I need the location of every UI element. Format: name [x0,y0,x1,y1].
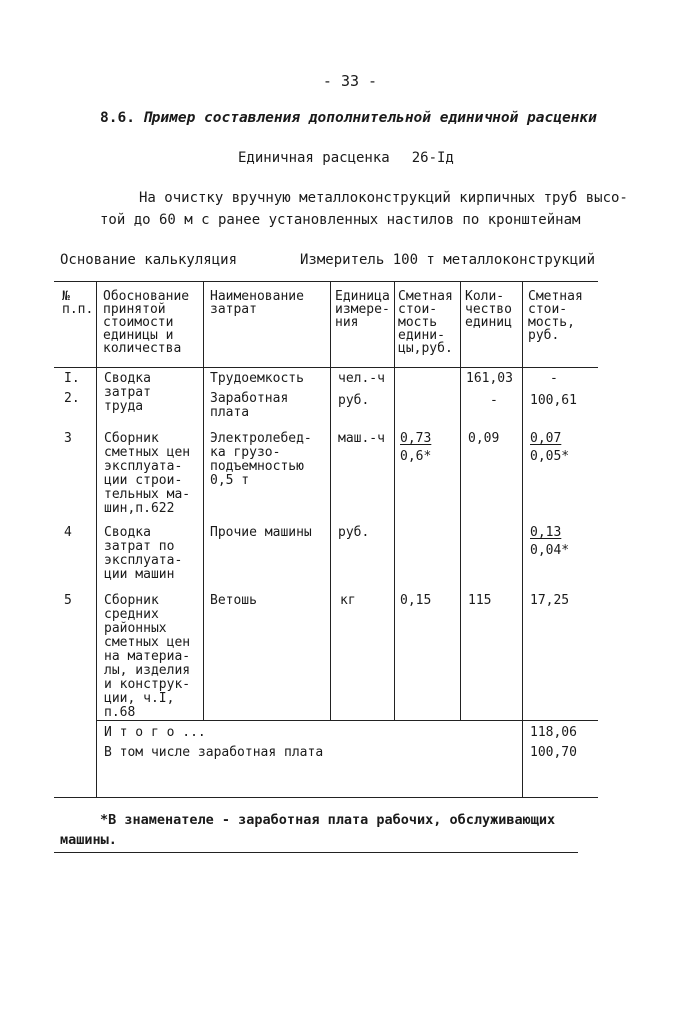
row-4-cost-numerator: 0,13 [530,525,562,540]
row-3-basis: Сборник сметных цен эксплуата- ции строи- тельных ма- шин,п.622 [104,431,191,516]
row-4-cost-denominator: 0,04* [530,543,570,558]
total-value: 118,06 [530,725,577,740]
header-price: Сметная стои- мость едини- цы,руб. [398,289,453,356]
row-1-basis: Сводка затрат труда [104,371,151,414]
row-1-name: Трудоемкость [210,371,304,386]
row-3-price-numerator: 0,73 [400,431,432,446]
row-4-basis: Сводка затрат по эксплуата- ции машин [104,525,183,582]
row-5-unit: кг [340,593,356,608]
rate-code: 26-Iд [411,150,454,166]
wage-total-label: В том числе заработная плата [104,745,324,760]
row-3-price-fraction [400,430,431,466]
row-2-qty: - [490,393,498,408]
col-divider-2 [203,281,204,720]
footnote-rule [54,852,578,853]
header-qty: Коли- чество единиц [465,289,512,330]
total-label: И т о г о ... [104,725,206,740]
header-cost: Сметная стои- мость, руб. [528,289,583,343]
row-3-name: Электролебед- ка грузо- подъемностью 0,5 т [210,431,312,488]
footnote-line-2: машины. [60,832,117,848]
table-header-rule [54,367,598,368]
header-unit: Единица измере- ния [335,289,390,330]
wage-total-value: 100,70 [530,745,577,760]
header-num: № п.п. [62,289,94,317]
row-1-qty: 161,03 [466,371,513,386]
row-1-unit: чел.-ч [338,371,385,386]
row-1-num: I. [64,371,80,386]
row-3-cost-denominator: 0,05* [530,449,570,464]
table-bottom-rule [54,797,598,798]
row-4-cost-fraction [530,524,569,560]
row-3-cost-numerator: 0,07 [530,431,562,446]
row-2-num: 2. [64,391,80,406]
page-number: - 33 - [322,72,378,90]
rate-subtitle [238,150,454,166]
section-number: 8.6. [100,110,135,126]
row-5-name: Ветошь [210,593,257,608]
col-divider-3 [330,281,331,720]
row-5-cost: 17,25 [530,593,570,608]
section-heading [100,110,597,126]
row-5-qty: 115 [468,593,492,608]
basis-text: Основание калькуляция [60,252,238,268]
description-line-1: На очистку вручную металлоконструкций кирпичных труб высо- [139,190,628,206]
row-3-qty: 0,09 [468,431,500,446]
row-3-unit: маш.-ч [338,431,385,446]
row-3-cost-fraction [530,430,569,466]
col-divider-4 [394,281,395,720]
row-4-unit: руб. [338,525,370,540]
row-4-name: Прочие машины [210,525,312,540]
footnote-line-1: *В знаменателе - заработная плата рабочих, обслуживающих [100,812,556,828]
table-top-rule [54,281,598,282]
description-line-2: той до 60 м с ранее установленных настилов по кронштейнам [100,212,581,228]
row-1-cost: - [550,371,558,386]
row-3-price-denominator: 0,6* [400,449,432,464]
row-5-basis: Сборник средних районных сметных цен на материа- лы, изделия и конструк- ции, ч.I, п.68 [104,593,191,720]
meter-text: Измеритель 100 т металлоконструкций [300,252,596,268]
col-divider-6 [522,281,523,797]
header-basis: Обоснование принятой стоимости единицы и количества [103,289,190,356]
rate-label: Единичная расценка [238,150,390,166]
row-2-name: Заработная плата [210,391,289,420]
row-2-cost: 100,61 [530,393,577,408]
col-divider-1 [96,281,97,797]
row-3-num: 3 [64,431,72,446]
section-title: Пример составления дополнительной единичной расценки [142,110,597,126]
row-2-unit: руб. [338,393,370,408]
row-4-num: 4 [64,525,72,540]
header-name: Наименование затрат [210,289,304,317]
col-divider-5 [460,281,461,720]
row-5-price: 0,15 [400,593,432,608]
row-5-num: 5 [64,593,72,608]
